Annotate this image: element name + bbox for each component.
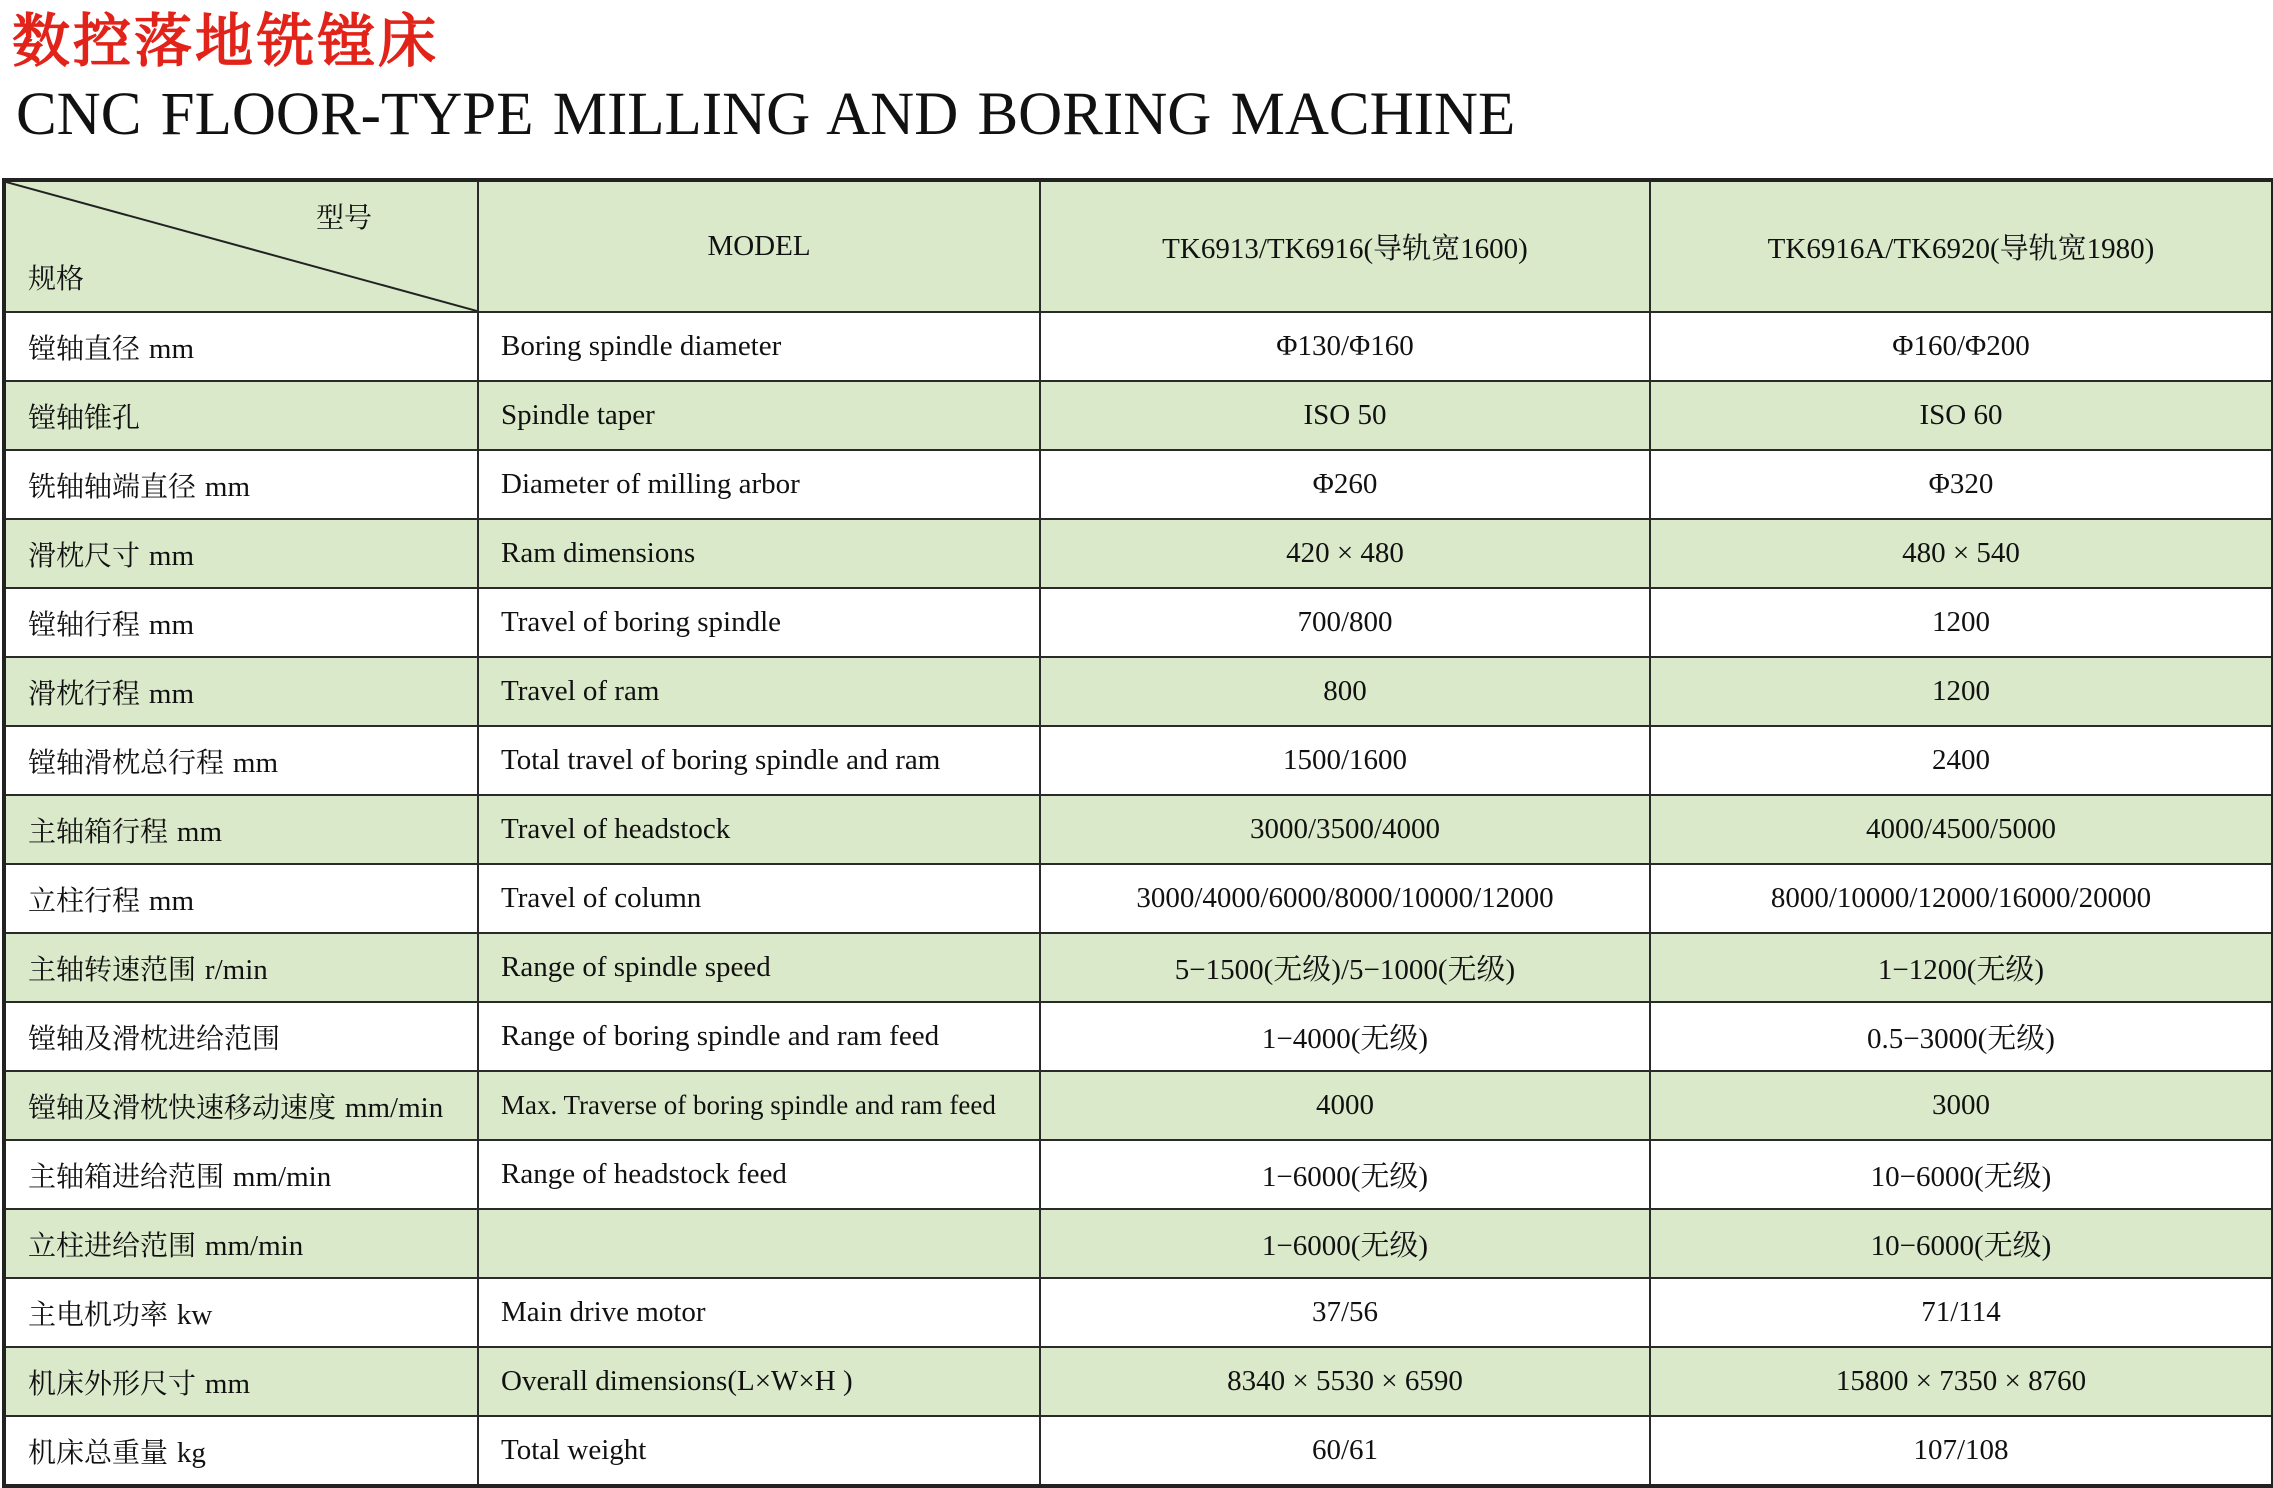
spec-unit: mm [148, 608, 195, 641]
spec-value-col2: 107/108 [1650, 1416, 2273, 1486]
spec-value-col1: 1500/1600 [1040, 726, 1650, 795]
spec-name-cn [4, 312, 478, 381]
spec-value-col1: 37/56 [1040, 1278, 1650, 1347]
spec-value-col1: 60/61 [1040, 1416, 1650, 1486]
spec-value-col1: 8340 × 5530 × 6590 [1040, 1347, 1650, 1416]
spec-name-cn-text: 主轴箱行程 [28, 814, 169, 848]
spec-value-col1: 5−1500(无级)/5−1000(无级) [1040, 933, 1650, 1002]
table-row [4, 519, 2273, 588]
spec-name-cn [4, 933, 478, 1002]
spec-unit: kw [176, 1298, 213, 1331]
table-header-row [4, 180, 2273, 312]
spec-name-cn-text: 滑枕尺寸 [28, 538, 141, 572]
spec-unit: mm [176, 815, 223, 848]
spec-value-col1: Φ260 [1040, 450, 1650, 519]
spec-value-col1: ISO 50 [1040, 381, 1650, 450]
spec-name-cn [4, 795, 478, 864]
spec-value-col2: 3000 [1650, 1071, 2273, 1140]
table-row [4, 1209, 2273, 1278]
spec-table [2, 178, 2273, 1488]
table-row [4, 312, 2273, 381]
spec-value-col1: 4000 [1040, 1071, 1650, 1140]
spec-name-cn-text: 镗轴滑枕总行程 [28, 745, 225, 779]
spec-name-en: Range of boring spindle and ram feed [478, 1002, 1040, 1071]
spec-name-en: Total travel of boring spindle and ram [478, 726, 1040, 795]
spec-name-en: Range of headstock feed [478, 1140, 1040, 1209]
diagonal-header-cell [4, 180, 478, 312]
spec-name-cn [4, 1347, 478, 1416]
spec-unit: kg [176, 1436, 206, 1469]
spec-name-en: Travel of headstock [478, 795, 1040, 864]
spec-value-col1: 3000/3500/4000 [1040, 795, 1650, 864]
spec-value-col1: 700/800 [1040, 588, 1650, 657]
spec-name-en: Spindle taper [478, 381, 1040, 450]
spec-name-en: Diameter of milling arbor [478, 450, 1040, 519]
spec-name-cn-text: 镗轴行程 [28, 607, 141, 641]
table-row [4, 933, 2273, 1002]
spec-unit: mm/min [232, 1160, 332, 1193]
spec-name-cn-text: 镗轴锥孔 [28, 400, 141, 434]
spec-value-col2: Φ160/Φ200 [1650, 312, 2273, 381]
spec-value-col1: Φ130/Φ160 [1040, 312, 1650, 381]
page-title-chinese: 数控落地铣镗床 [12, 7, 440, 75]
spec-unit: mm [204, 470, 251, 503]
spec-value-col1: 1−4000(无级) [1040, 1002, 1650, 1071]
spec-name-cn [4, 1071, 478, 1140]
spec-name-cn [4, 381, 478, 450]
spec-name-cn-text: 主电机功率 [28, 1297, 169, 1331]
spec-name-cn-text: 主轴箱进给范围 [28, 1159, 225, 1193]
spec-value-col2: 1200 [1650, 657, 2273, 726]
spec-name-cn-text: 滑枕行程 [28, 676, 141, 710]
spec-name-cn [4, 588, 478, 657]
spec-name-cn-text: 镗轴及滑枕进给范围 [28, 1021, 281, 1055]
spec-unit: mm/min [344, 1091, 444, 1124]
spec-unit: mm [204, 1367, 251, 1400]
spec-unit: mm/min [204, 1229, 304, 1262]
spec-name-en: Travel of boring spindle [478, 588, 1040, 657]
spec-name-en: Boring spindle diameter [478, 312, 1040, 381]
table-row [4, 795, 2273, 864]
table-row [4, 1278, 2273, 1347]
spec-name-en: Max. Traverse of boring spindle and ram feed [478, 1071, 1040, 1140]
spec-value-col1: 1−6000(无级) [1040, 1140, 1650, 1209]
spec-unit: mm [148, 884, 195, 917]
table-row [4, 726, 2273, 795]
spec-name-en: Main drive motor [478, 1278, 1040, 1347]
spec-name-cn-text: 机床外形尺寸 [28, 1366, 197, 1400]
spec-unit: mm [148, 539, 195, 572]
spec-name-en: Travel of ram [478, 657, 1040, 726]
spec-name-cn-text: 铣轴轴端直径 [28, 469, 197, 503]
table-row [4, 1002, 2273, 1071]
spec-value-col1: 800 [1040, 657, 1650, 726]
spec-value-col2: 2400 [1650, 726, 2273, 795]
spec-name-cn [4, 864, 478, 933]
table-row [4, 1071, 2273, 1140]
spec-name-cn [4, 726, 478, 795]
spec-name-cn-text: 立柱进给范围 [28, 1228, 197, 1262]
spec-name-cn [4, 1002, 478, 1071]
spec-name-en: Overall dimensions(L×W×H ) [478, 1347, 1040, 1416]
spec-value-col2: 1200 [1650, 588, 2273, 657]
spec-value-col2: 10−6000(无级) [1650, 1209, 2273, 1278]
spec-value-col2: ISO 60 [1650, 381, 2273, 450]
spec-value-col2: 0.5−3000(无级) [1650, 1002, 2273, 1071]
spec-value-col2: 8000/10000/12000/16000/20000 [1650, 864, 2273, 933]
spec-name-en: Travel of column [478, 864, 1040, 933]
spec-name-cn-text: 镗轴直径 [28, 331, 141, 365]
spec-unit: mm [232, 746, 279, 779]
spec-value-col1: 420 × 480 [1040, 519, 1650, 588]
spec-name-cn-text: 主轴转速范围 [28, 952, 197, 986]
spec-unit: mm [148, 332, 195, 365]
spec-value-col1: 1−6000(无级) [1040, 1209, 1650, 1278]
spec-name-cn-text: 立柱行程 [28, 883, 141, 917]
table-row [4, 657, 2273, 726]
table-row [4, 1140, 2273, 1209]
spec-value-col2: 10−6000(无级) [1650, 1140, 2273, 1209]
spec-name-cn [4, 1209, 478, 1278]
spec-name-en [478, 1209, 1040, 1278]
spec-name-cn [4, 519, 478, 588]
table-row [4, 864, 2273, 933]
spec-name-cn [4, 1416, 478, 1486]
spec-name-cn [4, 450, 478, 519]
spec-name-cn-text: 机床总重量 [28, 1435, 169, 1469]
spec-name-cn [4, 1140, 478, 1209]
spec-value-col2: Φ320 [1650, 450, 2273, 519]
spec-unit: r/min [204, 953, 268, 986]
spec-value-col2: 480 × 540 [1650, 519, 2273, 588]
spec-value-col2: 15800 × 7350 × 8760 [1650, 1347, 2273, 1416]
header-spec-cn: 规格 [28, 262, 85, 295]
table-row [4, 588, 2273, 657]
spec-name-en: Total weight [478, 1416, 1040, 1486]
spec-name-cn-text: 镗轴及滑枕快速移动速度 [28, 1090, 337, 1124]
table-row [4, 450, 2273, 519]
spec-value-col1: 3000/4000/6000/8000/10000/12000 [1040, 864, 1650, 933]
spec-name-cn [4, 1278, 478, 1347]
table-row [4, 1416, 2273, 1486]
spec-value-col2: 1−1200(无级) [1650, 933, 2273, 1002]
spec-value-col2: 4000/4500/5000 [1650, 795, 2273, 864]
spec-name-en: Ram dimensions [478, 519, 1040, 588]
table-row [4, 381, 2273, 450]
spec-name-en: Range of spindle speed [478, 933, 1040, 1002]
header-model-col2: TK6916A/TK6920(导轨宽1980) [1650, 180, 2273, 312]
header-model-label: MODEL [478, 180, 1040, 312]
table-row [4, 1347, 2273, 1416]
page-title-english: CNC FLOOR-TYPE MILLING AND BORING MACHINE [16, 81, 1516, 148]
spec-unit: mm [148, 677, 195, 710]
spec-name-cn [4, 657, 478, 726]
header-model-col1: TK6913/TK6916(导轨宽1600) [1040, 180, 1650, 312]
header-model-cn: 型号 [315, 201, 372, 234]
spec-value-col2: 71/114 [1650, 1278, 2273, 1347]
